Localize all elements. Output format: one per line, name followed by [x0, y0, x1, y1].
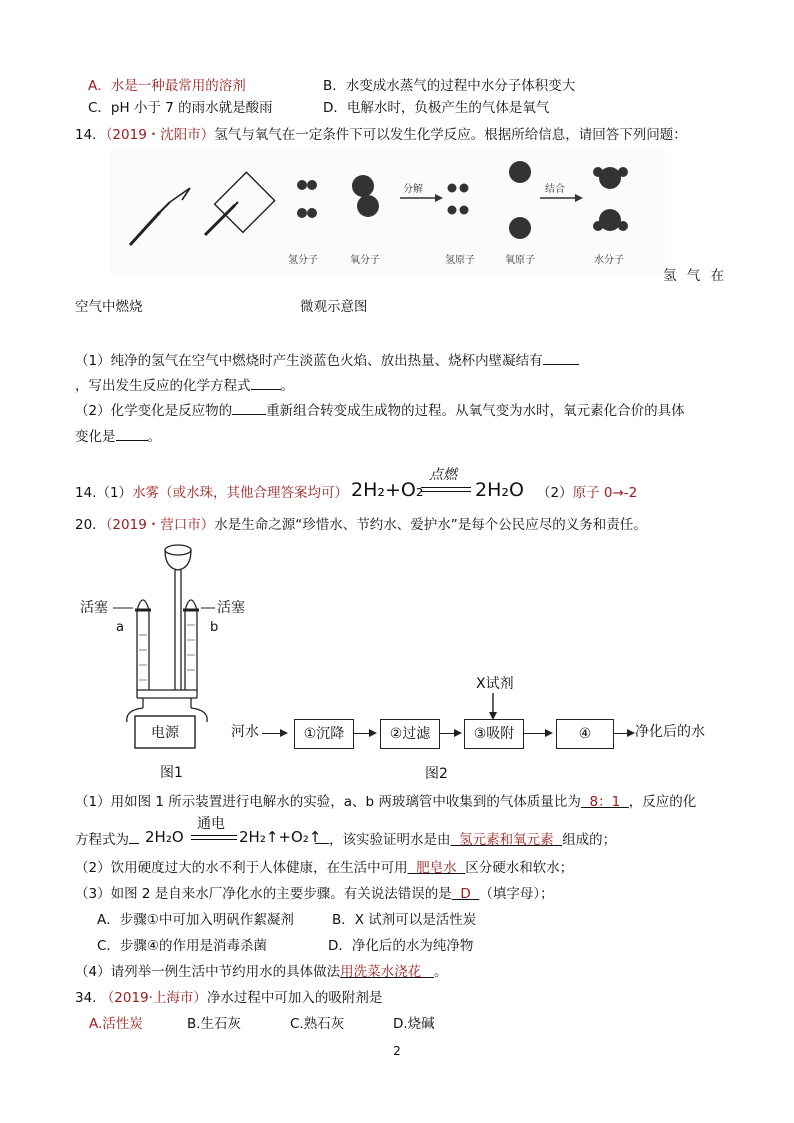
tube-a-label: a — [116, 620, 124, 635]
q20-number: 20． — [75, 517, 106, 533]
q20-sub1-line2 — [75, 832, 139, 848]
electrolysis-eq-left: 2H₂O — [145, 828, 184, 846]
q14-figure — [110, 150, 670, 280]
power-supply-label: 电源 — [151, 725, 179, 741]
reagent-x-label: X试剂 — [476, 676, 514, 692]
q20-sub3-text-b: （填字母）； — [479, 886, 554, 902]
tube-b-label: b — [210, 620, 219, 635]
q20-sub1-answer-ratio: 8：1 — [589, 794, 621, 810]
ans14-equation — [351, 469, 531, 505]
q34-stem-line — [75, 990, 382, 1006]
q13-option-d: D．电解水时，负极产生的气体是氧气 — [323, 100, 550, 116]
flow-step-adsorption: ③吸附 — [464, 719, 524, 749]
flow-arrow — [613, 733, 633, 734]
q34-opt-a: A.活性炭 — [89, 1016, 143, 1032]
q20-sub4-line — [75, 964, 447, 980]
electrolysis-apparatus-figure — [75, 540, 255, 755]
q20-sub3-text-a: （3）如图 2 是自来水厂净化水的主要步骤。有关说法错误的是 — [75, 886, 452, 902]
q20-source: （2019・营口市） — [105, 517, 215, 533]
ans14-part2-line — [537, 485, 637, 501]
q14-sub2-line2 — [75, 428, 161, 445]
ans14-part2: 原子 0→-2 — [572, 485, 638, 501]
q14-caption-left: 空气中燃烧 — [75, 299, 143, 315]
q14-sub2-line1 — [75, 402, 685, 419]
q20-opt-a: A．步骤①中可加入明矾作絮凝剂 — [97, 912, 294, 928]
flow-step-sedimentation: ①沉降 — [294, 719, 354, 749]
ans14-eq-left: 2H₂+O₂ — [351, 479, 424, 501]
q20-sub1-text-a: （1）用如图 1 所示装置进行电解水的实验，a、b 两玻璃管中收集到的气体质量比为 — [75, 794, 581, 810]
q14-source: （2019・沈阳市） — [105, 127, 215, 143]
q14-sub2-end: 。 — [147, 429, 161, 445]
flow-arrow — [262, 733, 286, 734]
q14-caption-right: 氢 气 在 — [663, 268, 728, 284]
ans14-eq-condition: 点燃 — [429, 467, 457, 483]
q14-sub2-text-b: 重新组合转变成生成物的过程。从氧气变为水时，氧元素化合价的具体 — [266, 403, 685, 419]
q20-opt-d: D．净化后的水为纯净物 — [328, 938, 474, 954]
label-oxygen-molecule: 氧分子 — [350, 255, 380, 266]
label-oxygen-atom: 氧原子 — [505, 255, 535, 266]
valve-right-label: 活塞 — [217, 600, 245, 616]
q14-sub1-text-a: （1）纯净的氢气在空气中燃烧时产生淡蓝色火焰、放出热量、烧杯内壁凝结有 — [75, 353, 543, 369]
figure2-caption: 图2 — [425, 766, 448, 782]
q34-number: 34. — [75, 990, 97, 1006]
decompose-label: 分解 — [403, 184, 423, 195]
answer-blank — [232, 402, 266, 415]
q14-sub1-end: 。 — [280, 378, 294, 394]
q14-number: 14． — [75, 127, 106, 143]
reagent-down-arrow — [487, 693, 499, 721]
flow-arrow — [439, 733, 460, 734]
ans14-prefix: 14.（1） — [75, 485, 133, 501]
electrolysis-eq-right: 2H₂↑+O₂↑ — [239, 828, 322, 846]
q14-sub1-text-b: ，写出发生反应的化学方程式 — [75, 378, 251, 394]
q20-sub2-answer: 肥皂水 — [416, 860, 457, 876]
q34-opt-b: B.生石灰 — [187, 1016, 242, 1032]
q14-sub2-text-a: （2）化学变化是反应物的 — [75, 403, 233, 419]
q34-source: （2019·上海市） — [100, 990, 207, 1006]
combine-label: 结合 — [545, 184, 565, 195]
q20-opt-c: C．步骤④的作用是消毒杀菌 — [97, 938, 268, 954]
eq-double-line — [191, 835, 237, 836]
ans14-line — [75, 485, 348, 501]
q20-sub1-line1 — [75, 794, 696, 810]
flow-output-label: 净化后的水 — [635, 724, 705, 740]
flow-arrow — [523, 733, 551, 734]
q20-sub4-answer: 用洗菜水浇花 — [340, 964, 422, 980]
q20-opt-b: B．X 试剂可以是活性炭 — [332, 912, 477, 928]
q20-sub2-text-b: 区分硬水和软水； — [465, 860, 574, 876]
valve-left-label: 活塞 — [80, 600, 108, 616]
q20-sub1-text-e: 组成的； — [562, 832, 617, 848]
q13-option-b: B．水变成水蒸气的过程中水分子体积变大 — [323, 78, 576, 94]
answer-blank — [543, 352, 579, 365]
ans14-part2-label: （2） — [537, 485, 573, 501]
q14-sub1-line1 — [75, 352, 579, 369]
label-hydrogen-atom: 氢原子 — [445, 255, 475, 266]
q20-sub1-answer-elements: 氢元素和氧元素 — [459, 832, 554, 848]
q20-stem-line — [75, 517, 647, 533]
q14-stem-line — [75, 127, 687, 143]
q20-sub1-text-c: 方程式为 — [75, 832, 129, 848]
q20-sub2-line — [75, 860, 573, 876]
q20-stem: 水是生命之源“珍惜水、节约水、爱护水”是每个公民应尽的义务和责任。 — [214, 517, 647, 533]
q13-option-a: A．水是一种最常用的溶剂 — [88, 78, 246, 94]
q20-sub4-text-a: （4）请列举一例生活中节约用水的具体做法 — [75, 964, 341, 980]
q34-opt-c: C.熟石灰 — [290, 1016, 345, 1032]
q20-sub1-text-b: ，反应的化 — [628, 794, 697, 810]
label-hydrogen-molecule: 氢分子 — [288, 255, 318, 266]
eq-double-line — [191, 839, 237, 840]
q20-sub3-answer: D — [460, 886, 471, 902]
q20-sub2-text-a: （2）饮用硬度过大的水不利于人体健康，在生活中可用 — [75, 860, 408, 876]
ans14-eq-right: 2H₂O — [475, 479, 524, 501]
electrolysis-equation — [145, 818, 330, 854]
q34-opt-d: D.烧碱 — [393, 1016, 435, 1032]
flow-input-label: 河水 — [231, 724, 259, 740]
flow-step-filtration: ②过滤 — [380, 719, 440, 749]
ans14-part1: 水雾（或水珠，其他合理答案均可） — [132, 485, 349, 501]
q34-stem: 净水过程中可加入的吸附剂是 — [206, 990, 383, 1006]
electrolysis-eq-condition: 通电 — [197, 816, 225, 832]
label-water-molecule: 水分子 — [594, 255, 624, 266]
q14-stem: 氢气与氧气在一定条件下可以发生化学反应。根据所给信息，请回答下列问题： — [214, 127, 687, 143]
answer-blank — [116, 428, 148, 441]
eq-double-line — [421, 487, 471, 488]
answer-blank — [251, 377, 281, 390]
eq-double-line — [421, 491, 471, 492]
page-number: 2 — [393, 1044, 401, 1058]
flow-step-4: ④ — [556, 719, 614, 749]
q13-option-c: C．pH 小于 7 的雨水就是酸雨 — [88, 100, 273, 116]
figure1-caption: 图1 — [160, 765, 183, 781]
flow-arrow — [353, 733, 375, 734]
q20-sub1-text-d: ，该实验证明水是由 — [329, 832, 451, 848]
q14-caption-mid: 微观示意图 — [300, 299, 368, 315]
q14-sub1-line2 — [75, 377, 294, 394]
q20-sub3-line — [75, 886, 554, 902]
q20-sub4-end: 。 — [433, 964, 448, 980]
q14-sub2-text-c: 变化是 — [75, 429, 116, 445]
q20-sub1-line2-rest — [315, 832, 616, 848]
